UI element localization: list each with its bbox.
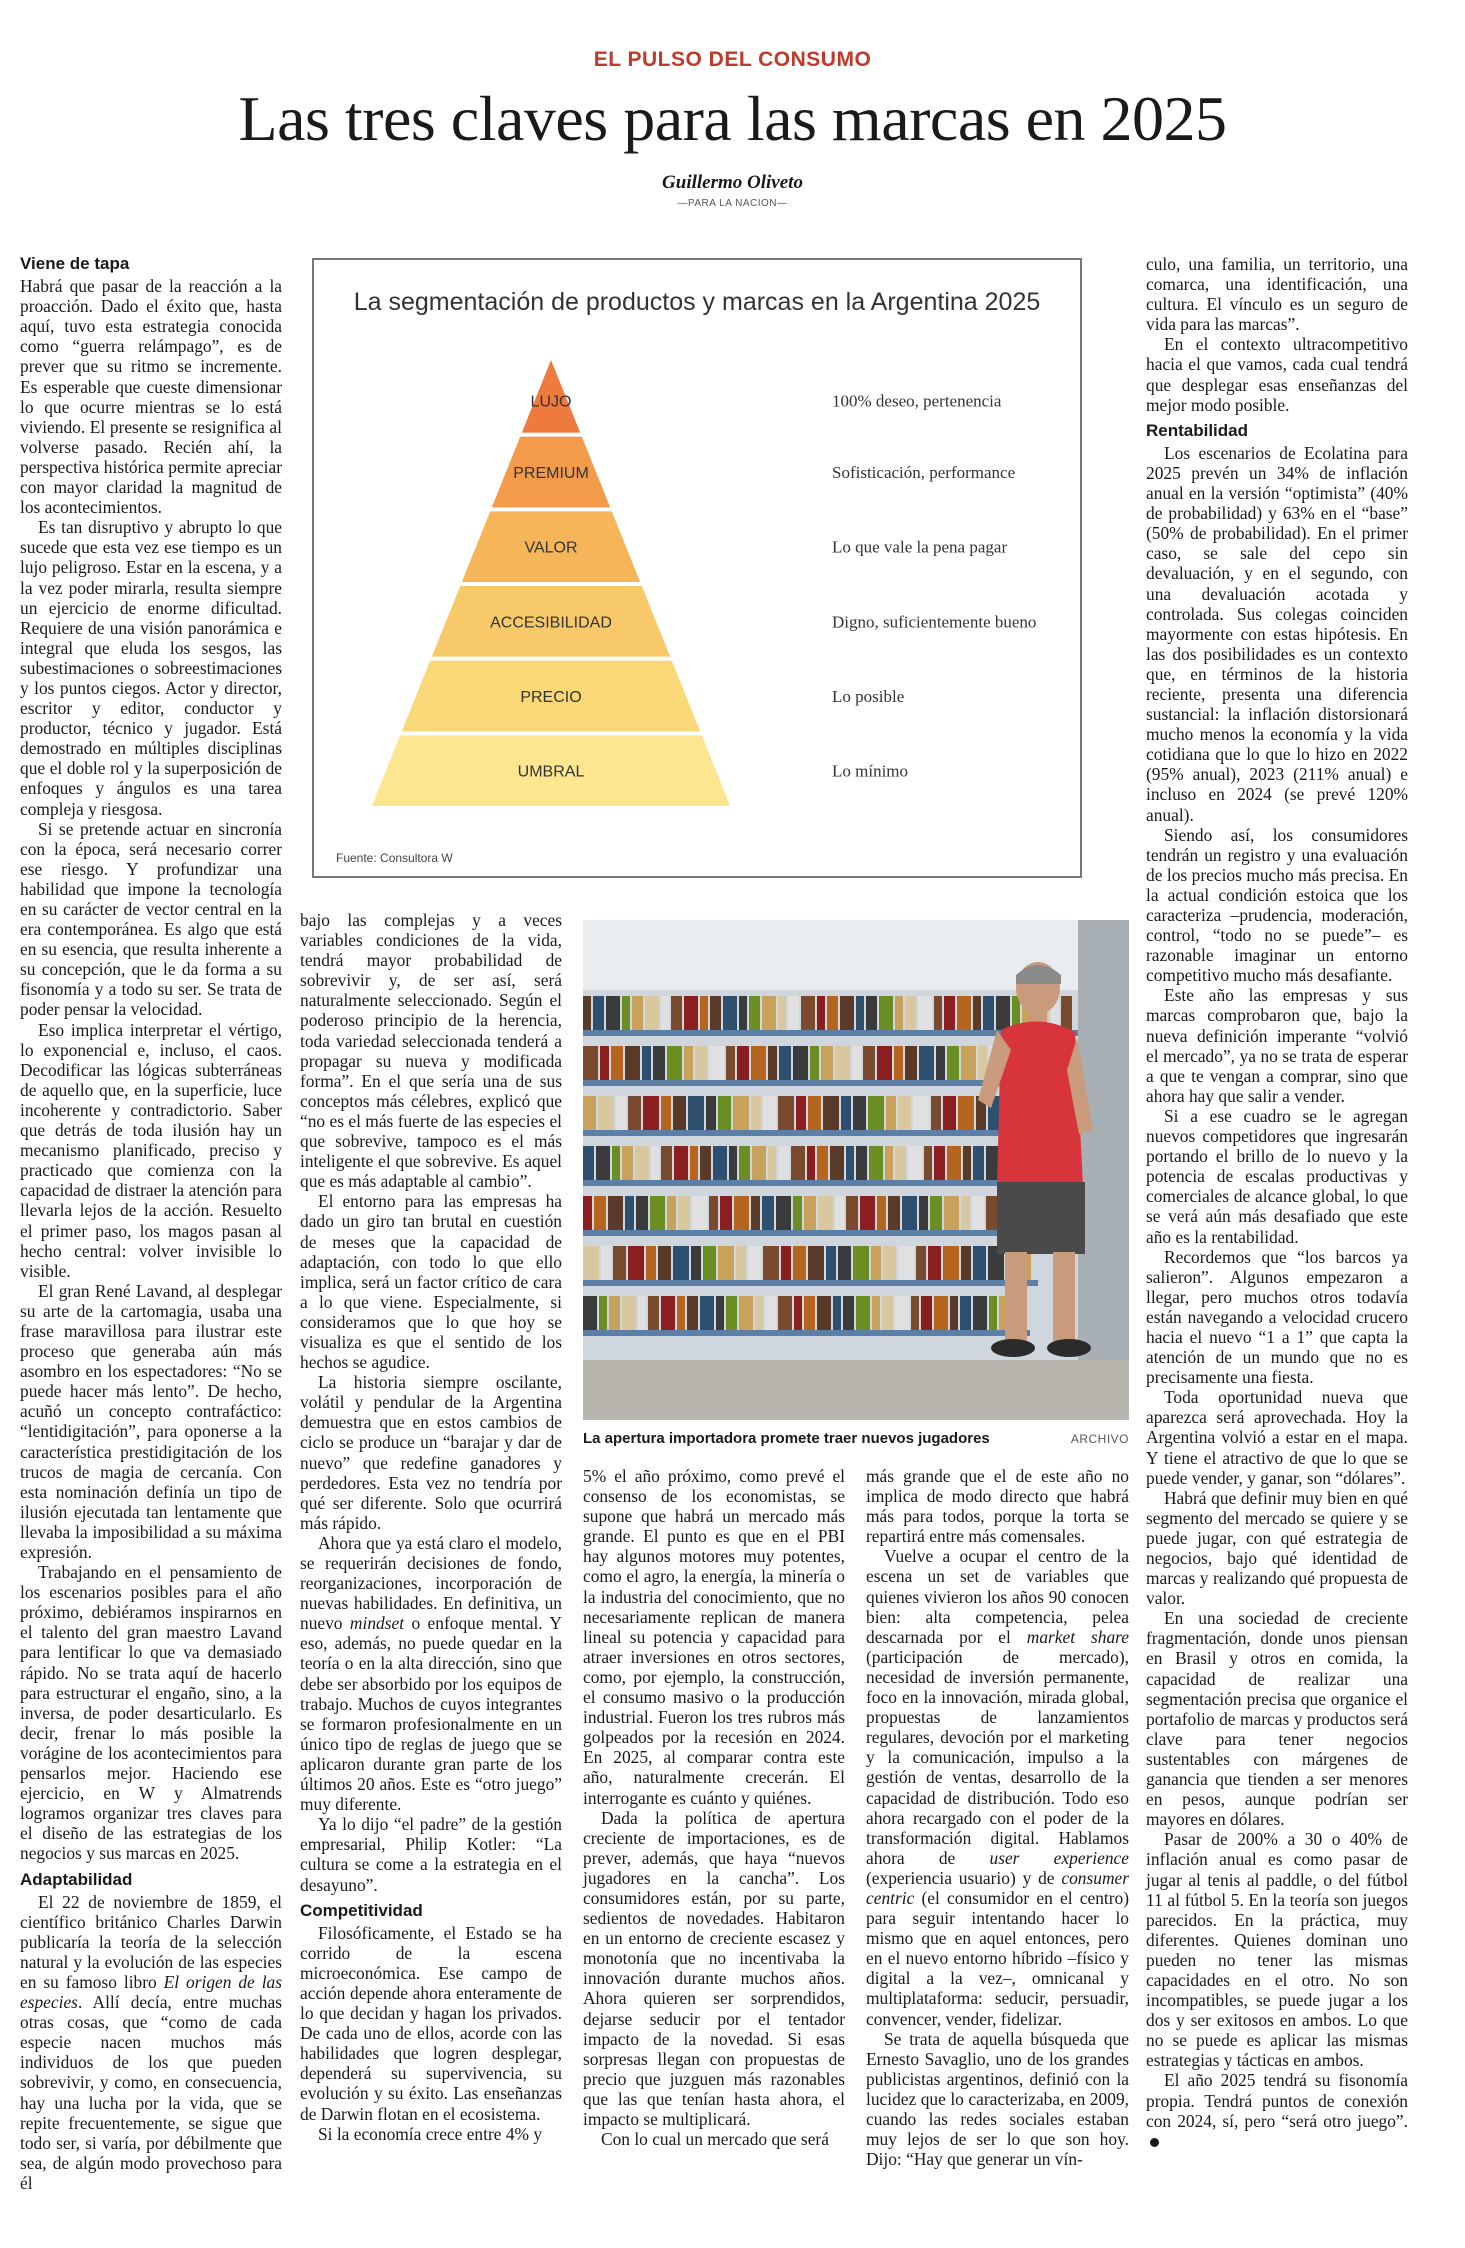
paragraph: Si a ese cuadro se le agregan nuevos competidores que ingresarán portando el brillo de lo nuevo y la potencia de escalas productivas y comerciales de alcance global, lo que se verá aún más desafiado que este año es la rentabilidad. [1146,1105,1408,1247]
photo-caption [583,1430,1129,1447]
pyramid-label-accesibilidad: ACCESIBILIDAD [490,614,612,632]
subhead-viene-de-tapa: Viene de tapa [20,254,130,273]
paragraph: Con lo cual un mercado que será [601,2129,829,2150]
photo-credit: ARCHIVO [1070,1432,1129,1446]
paragraph: El 22 de noviembre de 1859, el científico británico Charles Darwin publicaría la teoría de la selección natural y la evolución de las especies en su famoso libro El origen de las especies. Allí decía, entre muchas otras cosas, que “como de cada especie nacen muchos más individuos de los que pueden sobrevivir, y como, en consecuencia, hay una lucha por la vida, que se repite frecuentemente, se sigue que todo ser, si varía, por débilmente que sea, de algún modo provechoso para él [20,1891,282,2193]
paragraph: El entorno para las empresas ha dado un giro tan brutal en cuestión de meses que la capacidad de adaptación, con todo lo que ello implica, será un factor crítico de cara a lo que viene. Especialmente, si consideramos que lo que hoy se visualiza es que el sentido de los hechos se agudice. [300,1191,562,1373]
pyramid-description-premium: Sofisticación, performance [832,463,1016,482]
segmentation-infographic [312,258,1082,878]
pyramid-description-accesibilidad: Digno, suficientemente bueno [832,612,1037,632]
subhead-adaptabilidad: Adaptabilidad [20,1869,133,1889]
paragraph: Habrá que pasar de la reacción a la proacción. Dado el éxito que, hasta aquí, tuvo esta estrategia conocida como “guerra relámpago”, es de prever que su ritmo se incremente. Es esperable que cueste dimensionar lo que ocurre mientras se lo está viviendo. El presente se resignifica al volverse pasado. Recién ahí, la perspectiva histórica permite apreciar con mayor claridad la magnitud de los acontecimientos. [20,276,282,518]
article-column-2 [300,910,562,2144]
article-column-3 [583,1466,845,2149]
pyramid-label-lujo: LUJO [530,393,572,411]
pyramid-label-umbral: UMBRAL [517,763,585,781]
article-column-1 [20,254,282,2193]
pyramid-label-valor: VALOR [524,539,578,557]
end-of-article-mark [1150,2138,1159,2147]
supermarket-photo [583,920,1129,1420]
paragraph: Eso implica interpretar el vértigo, lo exponencial e, incluso, el caos. Decodificar las lógicas subterráneas de aquello que, en la superficie, luce incoherente y contradictorio. Saber que detrás de toda ilusión hay un mecanismo planificado, preciso y practicado que comienza con la capacidad de distraer la atención para llevarla lejos de la acción. Resuelto el primer paso, los magos pasan al hecho central: volver invisible lo visible. [20,1019,282,1281]
pyramid-description-umbral: Lo mínimo [832,761,909,781]
paragraph: La historia siempre oscilante, volátil y pendular de la Argentina demuestra que en estos cambios de ciclo se produce un “barajar y dar de nuevo” que redefine ganadores y perdedores. Esta vez no tendría por qué ser diferente. Solo que ocurrirá más rápido. [300,1372,562,1533]
paragraph: Los escenarios de Ecolatina para 2025 prevén un 34% de inflación anual en la versión “optimista” (40% de probabilidad) y 63% en el “base” (50% de probabilidad). En el primer caso, se sale del cepo sin devaluación, y en el segundo, con una devaluación acotada y controlada. Sus colegas coinciden mayormente con estas hipótesis. En las dos posibilidades es un contexto que, en términos de la historia reciente, presenta una diferencia sustancial: la inflación distorsionará mucho menos la economía y la vida cotidiana que lo que lo hizo en 2022 (95% anual), 2023 (211% anual) e incluso en 2024 (se prevé 120% anual). [1146,442,1408,825]
paragraph: más grande que el de este año no implica de modo directo que habrá más para todos, porque la torta se repartirá entre más comensales. [866,1466,1129,1547]
paragraph: Dada la política de apertura creciente de importaciones, es de prever, además, que haya “nuevos jugadores en la cancha”. Los consumidores están, por su parte, sedientos de novedades. Habitaron en un entorno de creciente escasez y monotonía que no incentivaba la innovación durante muchos años. Ahora quieren ser sorprendidos, dejarse seducir por el tentador impacto de la novedad. Si esas sorpresas llegan con propuestas de precio que juzguen más razonables que las que tenían hasta ahora, el impacto se multiplicará. [583,1807,845,2129]
article-column-5 [1146,254,1408,2151]
subhead-competitividad: Competitividad [300,1900,423,1920]
infographic-title: La segmentación de productos y marcas en la Argentina 2025 [353,288,1041,316]
author-affiliation: —PARA LA NACION— [677,198,788,209]
pyramid-description-precio: Lo posible [832,687,905,706]
pyramid-description-lujo: 100% deseo, pertenencia [832,391,1002,411]
paragraph: Se trata de aquella búsqueda que Ernesto Savaglio, uno de los grandes publicistas argentinos, definió con la lucidez que lo caracterizaba, en 2009, cuando las redes sociales estaban muy lejos de ser lo que son hoy. Dijo: “Hay que generar un vín- [866,2028,1129,2170]
author-name: Guillermo Oliveto [662,172,803,193]
paragraph: Habrá que definir muy bien en qué segmento del mercado se quiere y se puede jugar, con qué estrategia de negocios, bajo qué identidad de marcas y realizando qué propuesta de valor. [1146,1487,1408,1609]
paragraph: Filosóficamente, el Estado se ha corrido de la escena microeconómica. Ese campo de acción depende ahora enteramente de lo que decidan y hagan los privados. De cada uno de ellos, acorde con las habilidades que logren desplegar, dependerá su supervivencia, su evolución y su éxito. Las enseñanzas de Darwin flotan en el ecosistema. [300,1922,562,2124]
paragraph: Ya lo dijo “el padre” de la gestión empresarial, Philip Kotler: “La cultura se come a la estrategia en el desayuno”. [300,1814,562,1895]
headline: Las tres claves para las marcas en 2025 [238,83,1227,154]
pyramid-chart [314,260,1080,876]
subhead-rentabilidad: Rentabilidad [1146,420,1249,440]
paragraph: Pasar de 200% a 30 o 40% de inflación anual es como pasar de jugar al tenis al paddle, o del fútbol 11 al fútbol 5. En la teoría son juegos parecidos. En la práctica, muy diferentes. Quienes dominan uno pueden no tener las mismas capacidades en el otro. No son incompatibles, se puede jugar a los dos y ser exitosos en ambos. Lo que no se puede es aplicar las mismas estrategias y tácticas en ambos. [1146,1829,1408,2071]
paragraph: Si se pretende actuar en sincronía con la época, será necesario correr ese riesgo. Y profundizar una habilidad que impone la tecnología en su carácter de vector central en la era contemporánea. Es algo que está en su esencia, que resulta inherente a su concepción, que le da forma a su fisonomía y a todo su ser. Se trata de poder pensar la velocidad. [20,818,282,1020]
paragraph: 5% el año próximo, como prevé el consenso de los economistas, se supone que habrá un mercado más grande. El punto es que en el PBI hay algunos motores muy potentes, como el agro, la energía, la minería o la industria del conocimiento, que no necesariamente replican de manera lineal su potencia y capacidad para atraer inversiones en otros sectores, como, por ejemplo, la construcción, el consumo masivo o la producción industrial. Fueron los tres rubros más golpeados por la recesión en 2024. En 2025, al comparar contra este año, naturalmente crecerán. El interrogante es cuánto y quiénes. [583,1466,845,1808]
paragraph: El gran René Lavand, al desplegar su arte de la cartomagia, usaba una frase maravillosa para ilustrar este proceso que generaba aún más asombro en los espectadores: “No se puede hacer más lento”. De hecho, acuñó un concepto contrafáctico: “lentidigitación”, para oponerse a la característica prestidigitación de los trucos de magia de cercanía. Con esta nominación definía un tipo de ilusión ejecutada tan lentamente que llevaba la imposibilidad a su máxima expresión. [20,1280,282,1562]
paragraph: Ahora que ya está claro el modelo, se requerirán decisiones de fondo, reorganizaciones, incorporación de nuevas habilidades. En definitiva, un nuevo mindset o enfoque mental. Y eso, además, no puede quedar en la teoría o en la alta dirección, sino que debe ser absorbido por los equipos de trabajo. Muchos de cuyos integrantes se formaron profesionalmente en un único tipo de reglas de juego que se aplicaron durante gran parte de los últimos 20 años. Este es “otro juego” muy diferente. [300,1532,562,1815]
paragraph: culo, una familia, un territorio, una comarca, una identificación, una cultura. El vínculo es un seguro de vida para las marcas”. [1146,254,1408,335]
paragraph: Vuelve a ocupar el centro de la escena un set de variables que quienes vivieron los años 90 conocen bien: alta competencia, pelea descarnada por el market share (participación de mercado), necesidad de inversión permanente, foco en la innovación, mirada global, propuestas de lanzamientos regulares, devoción por el marketing y la comunicación, impulso a la gestión de ventas, desarrollo de la capacidad de distribución. Todo eso ahora recargado con el poder de la transformación digital. Hablamos ahora de user experience (experiencia usuario) y de consumer centric (el consumidor en el centro) para seguir intentando hacer lo mismo que en aquel entonces, pero en el nuevo entorno híbrido –físico y digital a la vez–, omnicanal y multiplataforma: seducir, persuadir, convencer, vender, fidelizar. [866,1546,1130,2029]
paragraph: Es tan disruptivo y abrupto lo que sucede que esta vez ese tiempo es un lujo peligroso. Estar en la escena, y a la vez poder mirarla, resulta siempre un ejercicio de enorme dificultad. Requiere de una visión panorámica e integral que eluda los sesgos, las subestimaciones o sobreestimaciones y los puntos ciegos. Actor y director, escritor y editor, conductor y productor, técnico y jugador. Está demostrado en múltiples disciplinas que el doble rol y la superposición de enfoques y ángulos es una tarea compleja y riesgosa. [20,517,282,819]
paragraph: Trabajando en el pensamiento de los escenarios posibles para el año próximo, debiéramos inspirarnos en el talento del gran maestro Lavand para lentificar lo que va demasiado rápido. No se trata aquí de hacerlo para estructurar el engaño, sino, a la inversa, de poder desarticularlo. Es decir, frenar lo más posible la vorágine de los acontecimientos para pensarlos mejor. Haciendo ese ejercicio, en W y Almatrends logramos organizar tres claves para el diseño de las estrategias de los negocios y sus marcas en 2025. [20,1562,282,1864]
article-column-4 [866,1466,1129,2169]
paragraph: En el contexto ultracompetitivo hacia el que vamos, cada cual tendrá que desplegar esas enseñanzas del mejor modo posible. [1146,334,1408,415]
paragraph: Recordemos que “los barcos ya salieron”. Algunos empezaron a llegar, pero muchos otros todavía están navegando a velocidad crucero hacia el nuevo “1 a 1” que capta la atención de un mundo que no es precisamente una fiesta. [1146,1246,1408,1388]
infographic-source: Fuente: Consultora W [336,851,453,865]
pyramid-description-valor: Lo que vale la pena pagar [832,537,1008,557]
paragraph: bajo las complejas y a veces variables condiciones de la vida, tendrá mayor probabilidad de sobrevivir y, de ser así, será naturalmente seleccionado. Según el poderoso principio de la herencia, toda variedad seleccionada tenderá a propagar su nueva y modificada forma”. En el que sería una de sus conceptos más célebres, explicó que “no es el más fuerte de las especies el que sobrevive, tampoco es el más inteligente el que sobrevive. Es aquel que es más adaptable al cambio”. [300,910,562,1192]
paragraph: El año 2025 tendrá su fisonomía propia. Tendrá puntos de conexión con 2024, sí, pero “será otro juego”. [1146,2070,1408,2150]
paragraph: En una sociedad de creciente fragmentación, donde unos piensan en Brasil y otros en comida, la capacidad de realizar una segmentación precisa que organice el portafolio de marcas y productos será clave para tener negocios sustentables con márgenes de ganancia que tienden a ser menores en pesos, aunque podrían ser mayores en dólares. [1146,1608,1408,1830]
pyramid-label-precio: PRECIO [520,689,582,706]
caption-text: La apertura importadora promete traer nuevos jugadores [583,1430,990,1447]
paragraph: Siendo así, los consumidores tendrán un registro y una evaluación de los precios mucho más precisa. En la actual condición estoica que los caracteriza –prudencia, moderación, control, “todo no se puede”– es razonable imaginar un entorno competitivo mucho más desafiante. [1146,824,1408,986]
paragraph: Este año las empresas y sus marcas comprobaron que, bajo la nueva definición imperante “volvió el mercado”, ya no se trata de esperar a que te vengan a comprar, sino que ahora hay que salir a vender. [1146,985,1408,1106]
paragraph: Si la economía crece entre 4% y [318,2123,543,2144]
pyramid-label-premium: PREMIUM [513,465,589,482]
paragraph: Toda oportunidad nueva que aparezca será aprovechada. Hoy la Argentina volvió a estar en el mapa. Y tiene el atractivo de que lo que se puede vender, y ganar, son “dólares”. [1146,1387,1408,1488]
section-kicker: EL PULSO DEL CONSUMO [593,48,872,71]
